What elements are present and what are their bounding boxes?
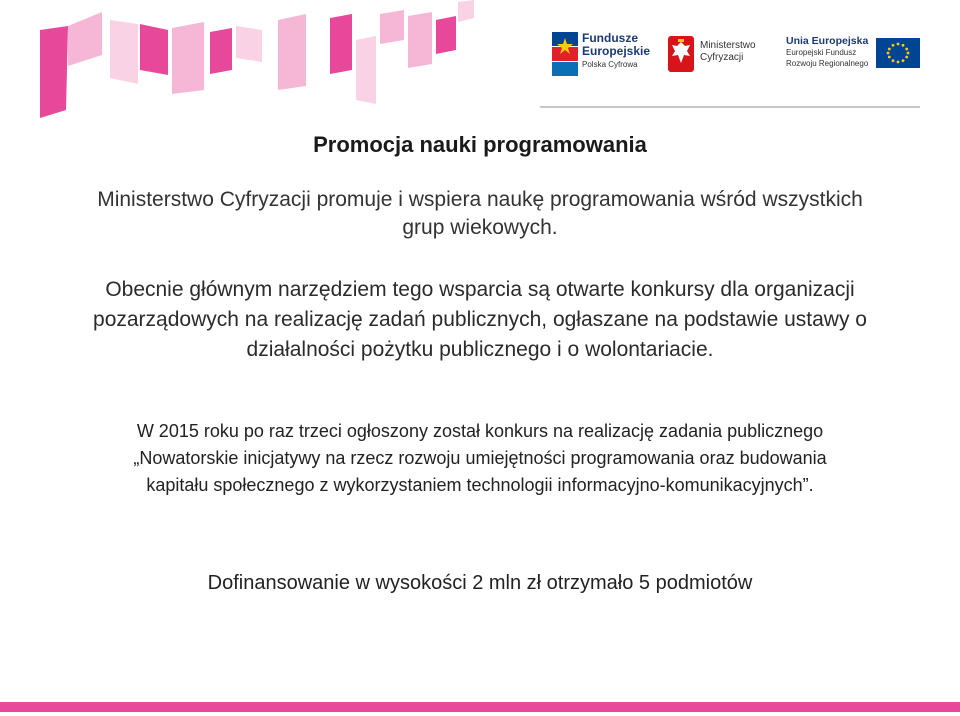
deco-shape: [110, 20, 138, 84]
paragraph-contest: W 2015 roku po raz trzeci ogłoszony został konkurs na realizację zadania publicznego „Nowatorskie inicjatywy na rzecz rozwoju umiejętności programowania oraz budowania kapitału społecznego z wykorzystaniem technologii informacyjno-komunikacyjnych”.: [133, 421, 827, 495]
deco-shape: [408, 12, 432, 68]
paragraph-intro: Ministerstwo Cyfryzacji promuje i wspiera naukę programowania wśród wszystkich grup wiekowych.: [97, 188, 863, 239]
deco-shape: [356, 36, 376, 104]
deco-shape: [330, 14, 352, 74]
logo-bar: [540, 22, 930, 82]
deco-shape: [68, 12, 102, 66]
paragraph-tools: Obecnie głównym narzędziem tego wsparcia są otwarte konkursy dla organizacji pozarządowych na realizację zadań publicznych, ogłaszane na podstawie ustawy o działalności pożytku publicznego i o wolontariacie.: [93, 278, 867, 361]
ministerstwo-cyfryzacji-logo: [668, 30, 768, 78]
fe-line1: Fundusze: [582, 31, 638, 45]
deco-shape: [458, 0, 474, 22]
unia-europejska-logo: [786, 30, 930, 78]
min-line2: Cyfryzacji: [700, 52, 744, 63]
decorative-pattern: [0, 0, 490, 125]
fundusze-europejskie-logo: [552, 30, 652, 78]
ue-line3: Rozwoju Regionalnego: [786, 59, 869, 68]
deco-shape: [436, 16, 456, 54]
footer-stripe: [0, 702, 960, 712]
paragraph-funding: Dofinansowanie w wysokości 2 mln zł otrzymało 5 podmiotów: [207, 572, 753, 594]
polish-eagle-icon: [668, 36, 694, 72]
deco-shape: [172, 22, 204, 94]
fe-line2: Europejskie: [582, 44, 651, 58]
page-title: Promocja nauki programowania: [313, 132, 647, 157]
eu-flag-icon: [876, 38, 920, 68]
deco-shape: [210, 28, 232, 74]
min-line1: Ministerstwo: [700, 40, 756, 51]
deco-shape: [40, 26, 68, 118]
header-divider: [540, 106, 920, 108]
deco-shape: [278, 14, 306, 90]
footer-bar: [0, 700, 960, 716]
fe-star-icon: [552, 32, 578, 76]
deco-shape: [140, 24, 168, 75]
deco-shape: [380, 10, 404, 44]
ue-line1: Unia Europejska: [786, 35, 869, 47]
fe-line3: Polska Cyfrowa: [582, 60, 638, 69]
deco-shape: [236, 26, 262, 62]
ue-line2: Europejski Fundusz: [786, 48, 857, 57]
